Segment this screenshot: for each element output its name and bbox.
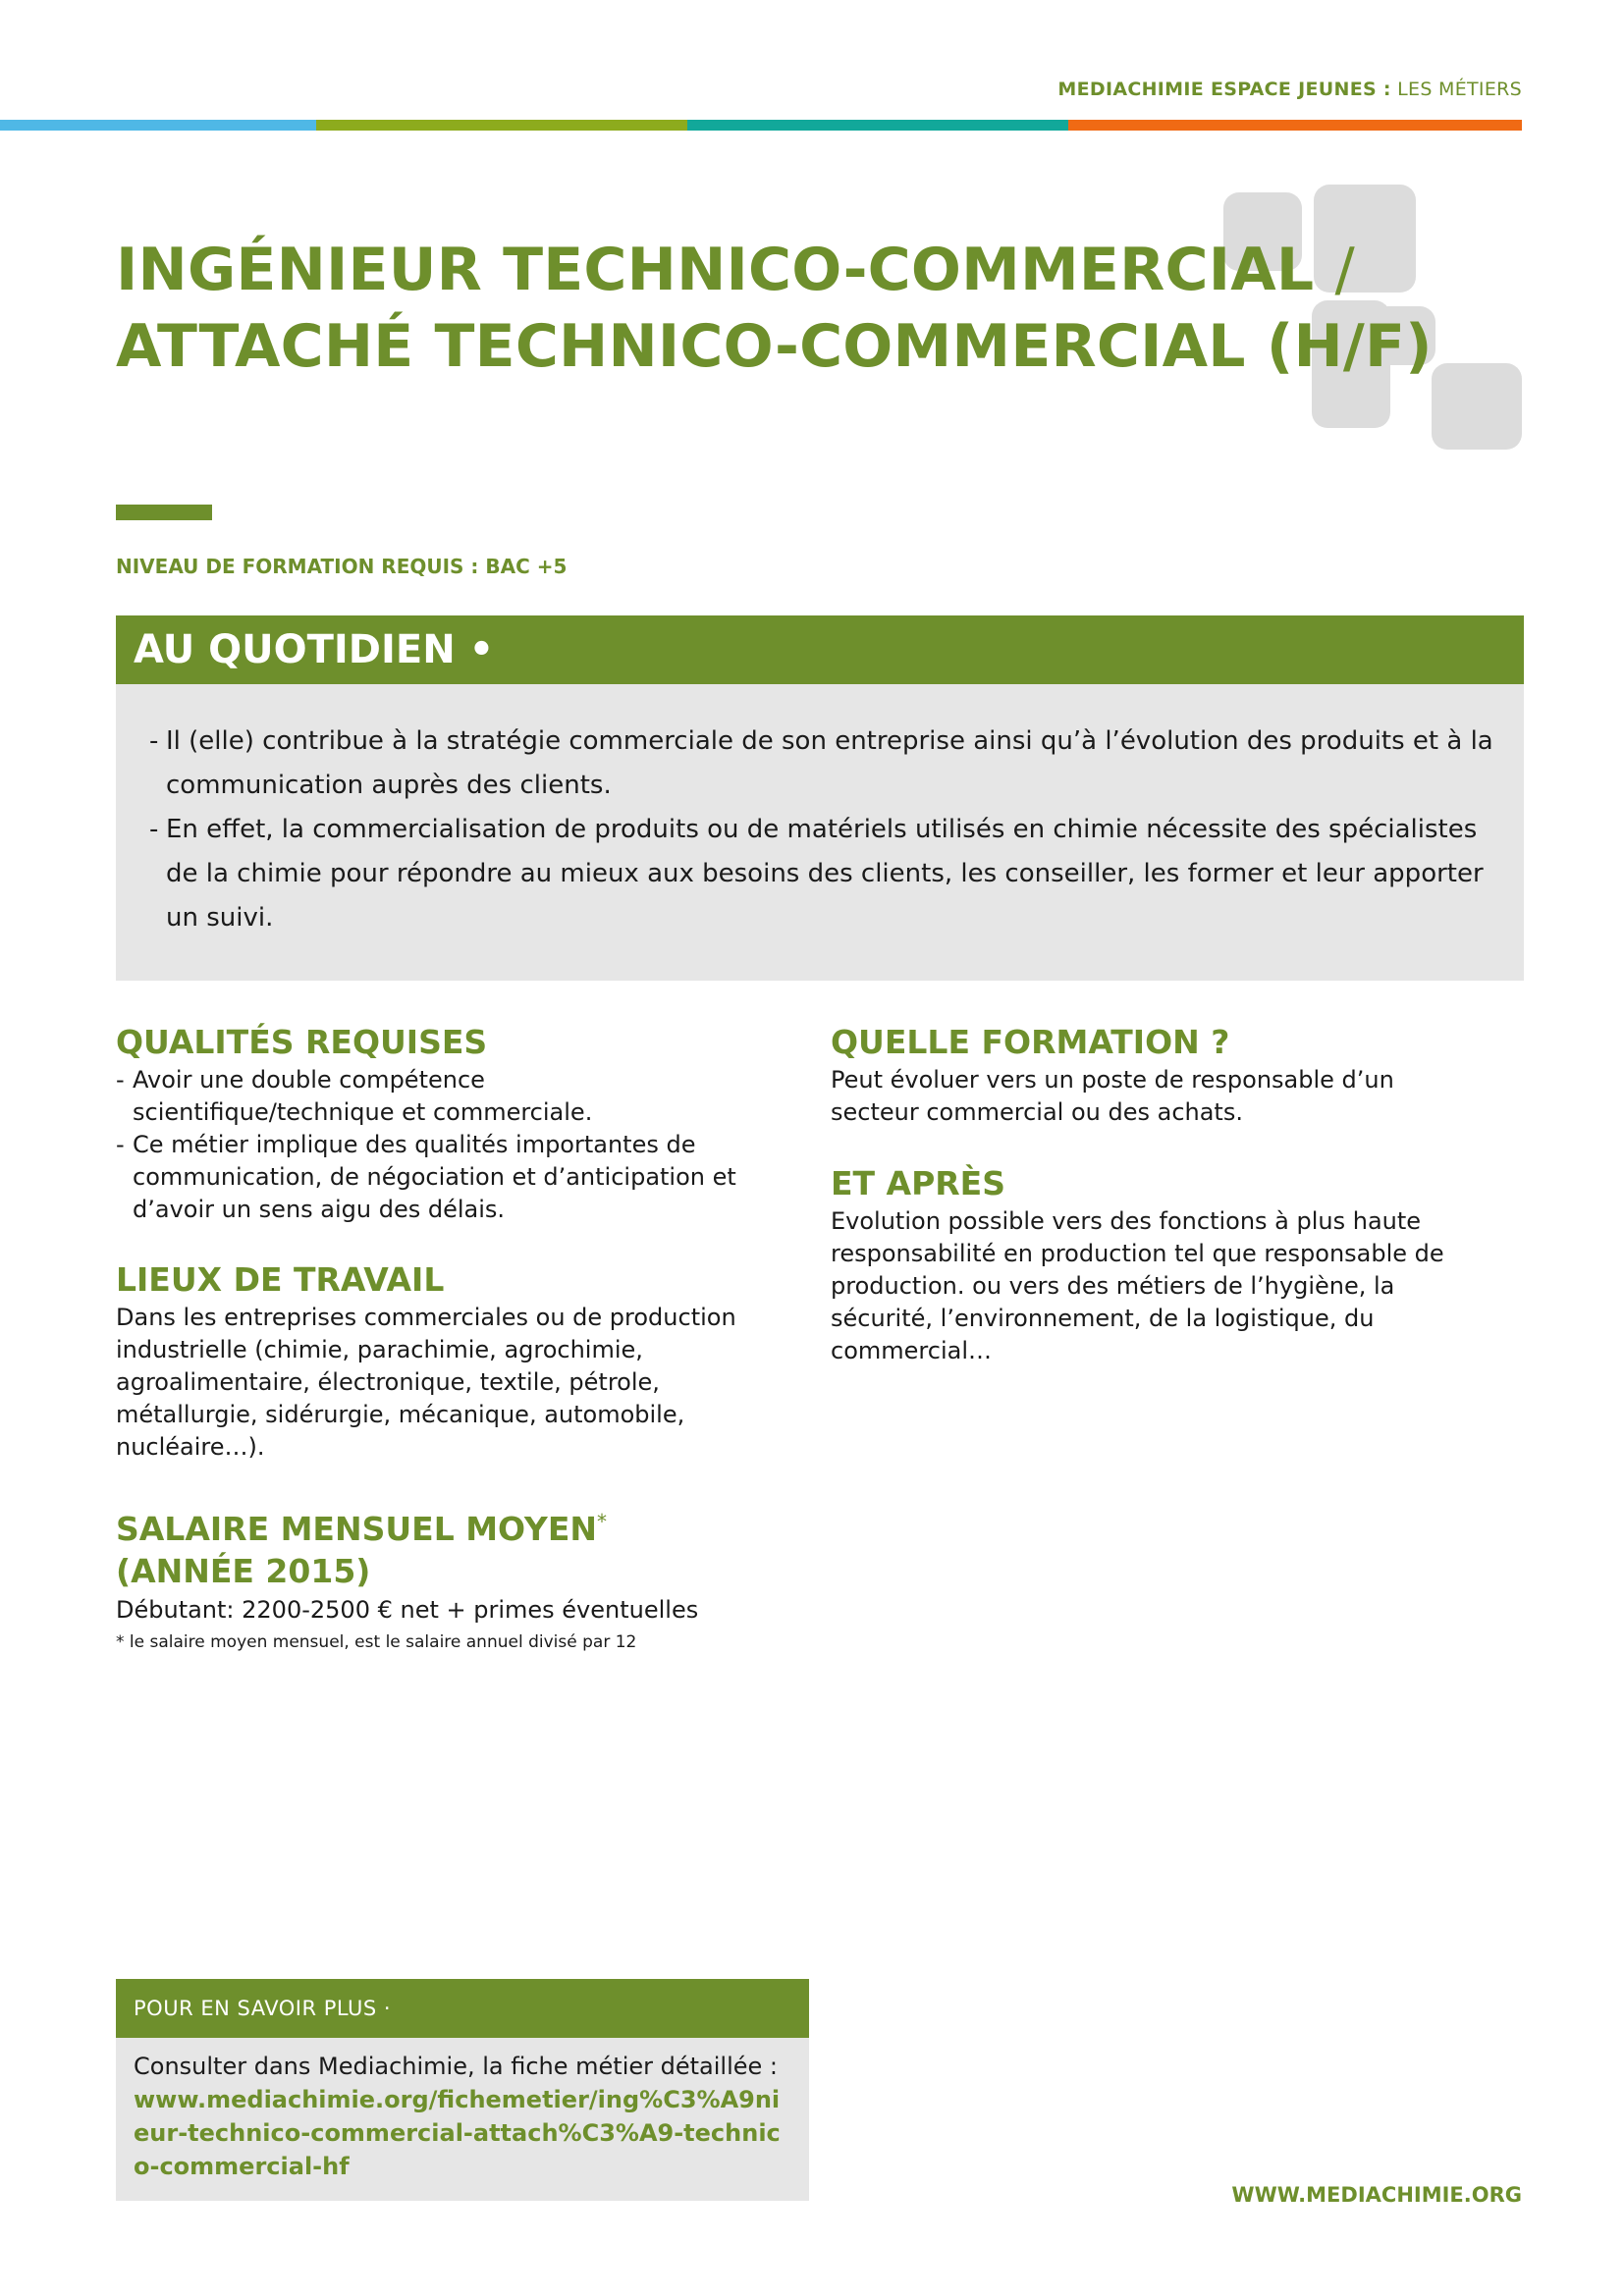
color-stripe: [0, 120, 1522, 131]
left-column: [116, 1021, 803, 1654]
learn-more-intro: Consulter dans Mediachimie, la fiche métier détaillée :: [134, 2053, 778, 2080]
footer-site-link[interactable]: WWW.MEDIACHIMIE.ORG: [1231, 2183, 1522, 2207]
qualities-list: [116, 1064, 744, 1226]
daily-item: - Il (elle) contribue à la stratégie commerciale de son entreprise ainsi qu’à l’évolution des produits et à la communication auprès des clients.: [149, 720, 1504, 808]
salary-text: Débutant: 2200-2500 € net + primes éventuelles: [116, 1596, 699, 1624]
learn-more-link[interactable]: www.mediachimie.org/fichemetier/ing%C3%A9nieur-technico-commercial-attach%C3%A9-technico-commercial-hf: [134, 2086, 781, 2180]
brand-name: MEDIACHIMIE ESPACE JEUNES :: [1057, 79, 1391, 100]
qualities-heading: QUALITÉS REQUISES: [116, 1023, 488, 1061]
next-steps-text: Evolution possible vers des fonctions à plus haute responsabilité en production tel que responsable de production. ou vers des métiers de l’hygiène, la sécurité, l’environnement, de la logistique, du commercial…: [831, 1207, 1444, 1364]
stripe-teal: [687, 120, 1068, 131]
daily-panel: [116, 684, 1524, 981]
page-title: [116, 232, 1433, 385]
salary-heading-line-2: (ANNÉE 2015): [116, 1552, 371, 1590]
qualities-item: - Avoir une double compétence scientifique/technique et commerciale.: [116, 1064, 744, 1129]
salary-heading: [116, 1501, 803, 1592]
daily-item: - En effet, la commercialisation de produits ou de matériels utilisés en chimie nécessite des spécialistes de la chimie pour répondre au mieux aux besoins des clients, les conseiller, les former et leur apporter un suivi.: [149, 808, 1504, 940]
salary-footnote: * le salaire moyen mensuel, est le salaire annuel divisé par 12: [116, 1632, 637, 1652]
title-line-2: ATTACHÉ TECHNICO-COMMERCIAL (H/F): [116, 312, 1433, 381]
learn-more-panel: [116, 2038, 809, 2201]
training-heading: QUELLE FORMATION ?: [831, 1023, 1230, 1061]
salary-heading-line-1: SALAIRE MENSUEL MOYEN: [116, 1510, 597, 1548]
qualities-item: - Ce métier implique des qualités importantes de communication, de négociation et d’anticipation et d’avoir un sens aigu des délais.: [116, 1129, 744, 1226]
brand-section: LES MÉTIERS: [1397, 79, 1522, 100]
stripe-orange: [1068, 120, 1522, 131]
title-line-1: INGÉNIEUR TECHNICO-COMMERCIAL: [116, 236, 1315, 304]
workplaces-text: Dans les entreprises commerciales ou de production industrielle (chimie, parachimie, agrochimie, agroalimentaire, électronique, textile, pétrole, métallurgie, sidérurgie, mécanique, automobile, nucléaire…).: [116, 1304, 736, 1461]
learn-more-heading: POUR EN SAVOIR PLUS ·: [116, 1979, 809, 2038]
workplaces-heading: LIEUX DE TRAVAIL: [116, 1260, 445, 1299]
stripe-olive: [316, 120, 687, 131]
daily-list: [149, 720, 1504, 940]
stripe-blue: [0, 120, 316, 131]
training-text: Peut évoluer vers un poste de responsable d’un secteur commercial ou des achats.: [831, 1066, 1394, 1126]
next-steps-heading: ET APRÈS: [831, 1164, 1005, 1202]
salary-asterisk: *: [597, 1510, 607, 1533]
title-slash: /: [1334, 236, 1355, 304]
title-divider: [116, 505, 212, 520]
required-level: NIVEAU DE FORMATION REQUIS : BAC +5: [116, 555, 568, 578]
right-column: [831, 1021, 1498, 1367]
header-brand: [1057, 79, 1522, 100]
decor-square: [1432, 363, 1522, 450]
daily-heading: AU QUOTIDIEN •: [116, 615, 1524, 684]
